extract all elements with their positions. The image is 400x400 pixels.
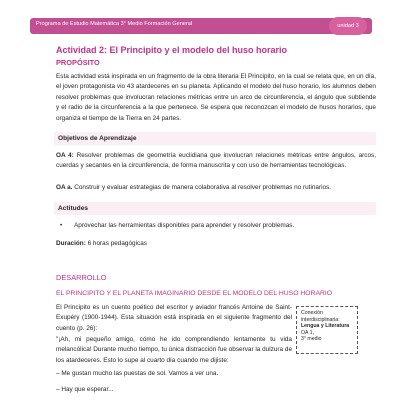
- actitudes-label: Actitudes: [58, 205, 89, 212]
- proposito-heading: PROPÓSITO: [56, 58, 100, 67]
- actitudes-bullet: [60, 222, 294, 229]
- objetivos-label: Objetivos de Aprendizaje: [58, 135, 137, 142]
- desarrollo-intro: El Principito es un cuento poético del escritor y aviador francés Antoine de Saint-Exupéry (1900-1944). Esta situación está inspirada en el siguiente fragmento del cuento (p. 26):: [56, 304, 292, 332]
- desarrollo-subheading: EL PRINCIPITO Y EL PLANETA IMAGINARIO DESDE EL MODELO DEL HUSO HORARIO: [56, 290, 333, 297]
- oaa-text: Construir y evaluar estrategias de manera colaborativa al resolver problemas no rutinarios.: [72, 184, 332, 191]
- dialog-line-2: – Hay que esperar...: [56, 386, 114, 393]
- side-box-line-1: Conexión: [301, 310, 323, 316]
- side-box-line-4: OA 1,: [301, 329, 314, 336]
- side-box-line-3: [301, 323, 353, 330]
- oaa-code: OA a.: [56, 184, 73, 191]
- objetivos-box: [54, 132, 376, 145]
- oa4-code: OA 4:: [56, 152, 74, 159]
- proposito-paragraph: Esta actividad está inspirada en un fragmento de la obra literaria El Principito, en la cual se relata que, en un día, el joven protagonista vio 43 atardeceres en su planeta. Aplicando el modelo del huso horario, los alumnos deben resolver problemas que involucran relaciones métricas entre un arco de circunferencia, el ángulo que subtiende y el radio de la circunferencia a la que pertenece. Se espera que reconozcan el modelo de husos horarios, que organiza el tiempo de la Tierra en 24 partes.: [56, 73, 376, 122]
- activity-title: Actividad 2: El Principito y el modelo del huso horario: [56, 45, 288, 55]
- duracion-line: [56, 240, 147, 247]
- dialog-line-1: – Me gustan mucho las puestas de sol. Vamos a ver una.: [56, 370, 219, 377]
- duracion-value: 6 horas pedagógicas: [85, 240, 147, 247]
- header-program-text: Programa de Estudio Matemática 3° Medio Formación General: [36, 21, 193, 27]
- unit-badge: [329, 17, 367, 35]
- interdisciplinary-box: [296, 306, 358, 354]
- side-box-line-5: 3° medio: [301, 336, 322, 343]
- oa4-item: [56, 151, 376, 172]
- bullet-icon: •: [60, 222, 63, 229]
- actitudes-bullet-text: Aprovechar las herramientas disponibles para aprender y resolver problemas.: [74, 222, 295, 229]
- unit-badge-label: unidad 3: [337, 23, 359, 29]
- duracion-label: Duración:: [56, 240, 86, 247]
- desarrollo-heading: DESARROLLO: [56, 273, 107, 282]
- actitudes-box: [54, 202, 376, 215]
- page-header: [0, 0, 400, 46]
- side-box-subject: Lengua y Literatura: [301, 323, 350, 330]
- oa4-text: Resolver problemas de geometría euclidiana que involucran relaciones métricas entre ángulos, arcos, cuerdas y secantes en la circunferencia, de forma manuscrita y con uso de herramientas tecnológicas.: [56, 152, 377, 170]
- side-box-line-2: interdisciplinaria:: [301, 316, 340, 323]
- quote-paragraph: "¡Ah, mi pequeño amigo, cómo he ido comprendiendo lentamente tu vida melancólica! Durante mucho tiempo, tu única distracción fue observar la dulzura de los atardeceres. Esto lo supe al cuarto día cuando me dijiste:: [56, 336, 292, 364]
- oaa-item: [56, 183, 376, 193]
